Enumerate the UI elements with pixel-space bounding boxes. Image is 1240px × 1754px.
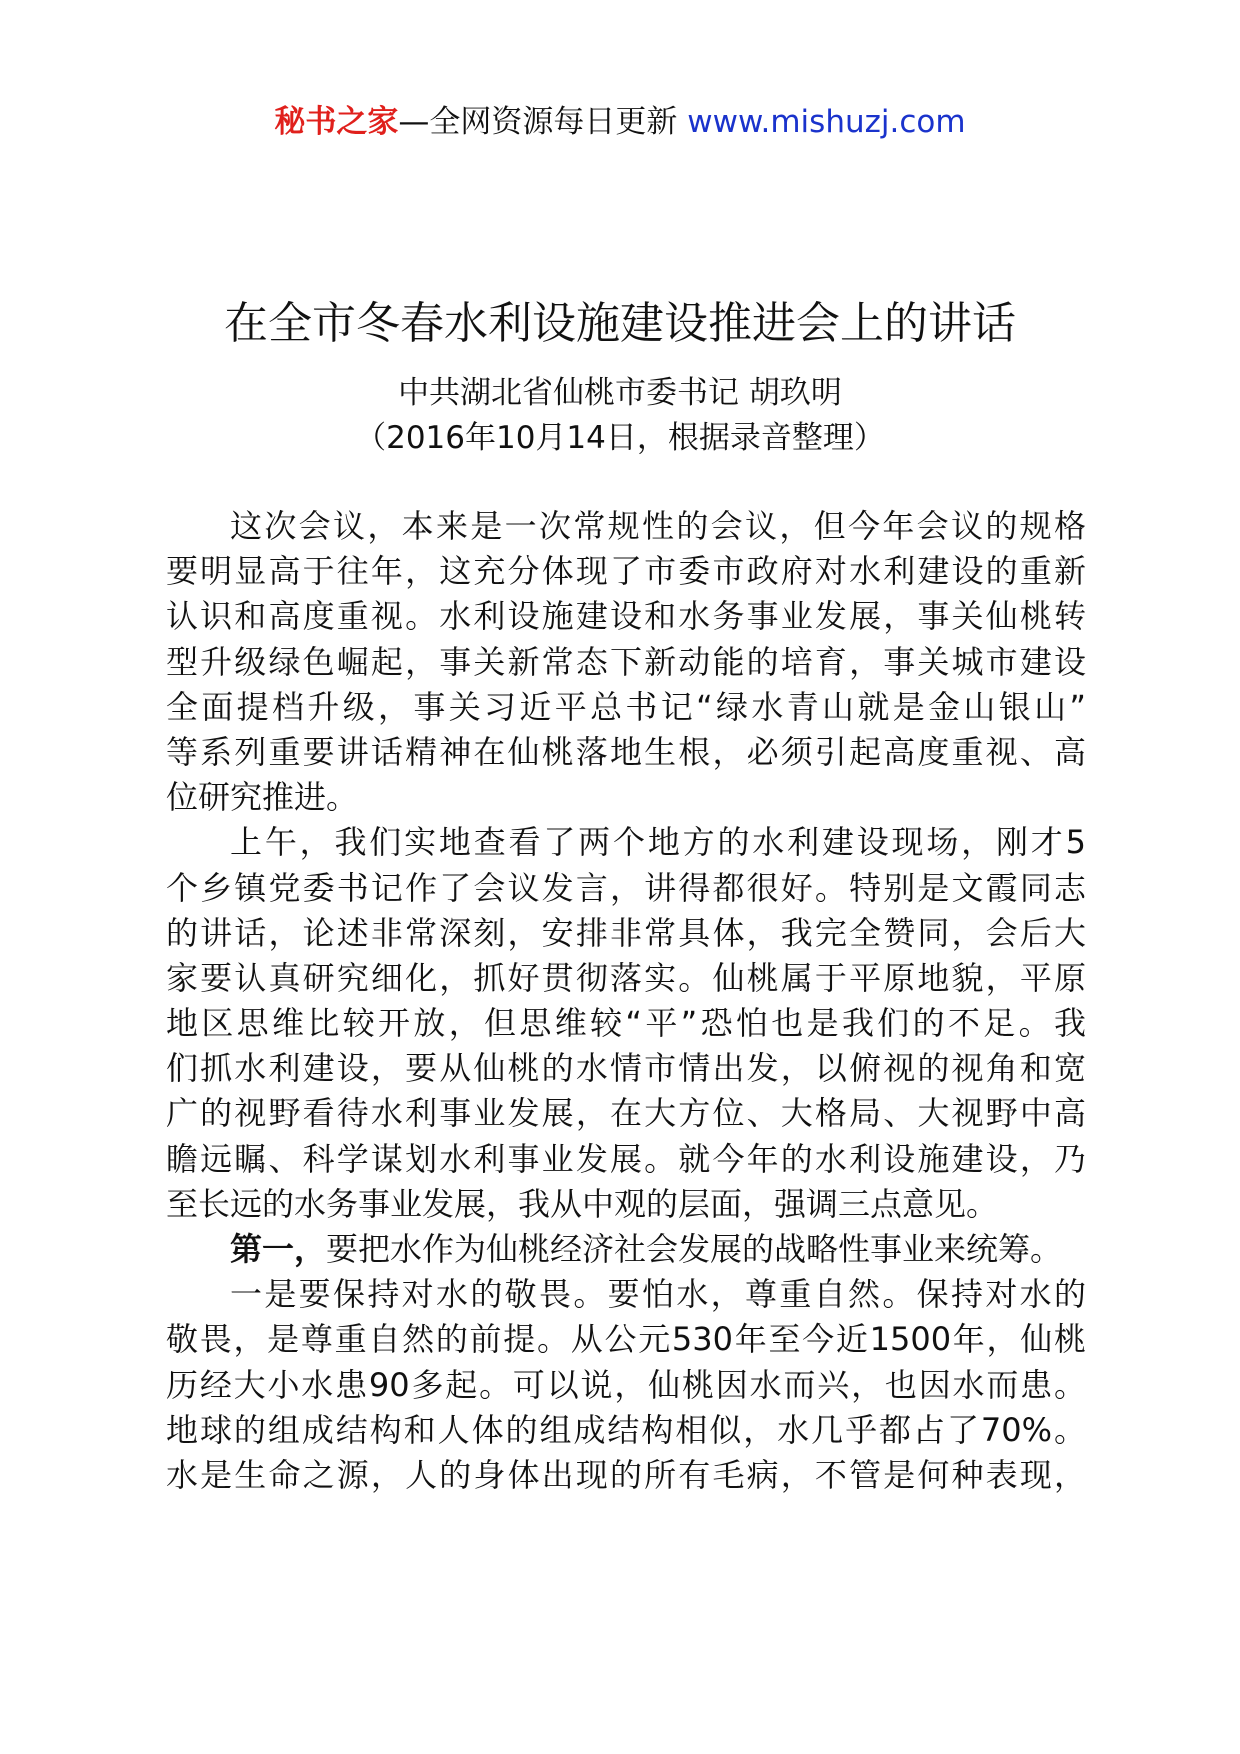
document-body — [166, 504, 1086, 1498]
banner-tagline: —全网资源每日更新 — [398, 104, 688, 140]
paragraph-line: 个乡镇党委书记作了会议发言，讲得都很好。特别是文霞同志 — [166, 868, 1086, 907]
banner-url[interactable]: www.mishuzj.com — [687, 104, 966, 140]
document-title: 在全市冬春水利设施建设推进会上的讲话 — [224, 298, 1016, 349]
section-heading-text: 要把水作为仙桃经济社会发展的战略性事业来统筹。 — [326, 1230, 1063, 1268]
paragraph-line: 瞻远瞩、科学谋划水利事业发展。就今年的水利设施建设，乃 — [166, 1139, 1086, 1178]
paragraph-line: 一是要保持对水的敬畏。要怕水，尊重自然。保持对水的 — [230, 1275, 1086, 1314]
brand-name: 秘书之家 — [274, 104, 399, 140]
paragraph-line: 地区思维比较开放，但思维较“平”恐怕也是我们的不足。我 — [166, 1004, 1086, 1043]
document-author: 中共湖北省仙桃市委书记 胡玖明 — [398, 375, 842, 411]
paragraph-line: 这次会议，本来是一次常规性的会议，但今年会议的规格 — [230, 507, 1086, 545]
paragraph-line: 广的视野看待水利事业发展，在大方位、大格局、大视野中高 — [166, 1094, 1086, 1133]
site-banner — [0, 102, 1240, 142]
paragraph-line: 的讲话，论述非常深刻，安排非常具体，我完全赞同，会后大 — [166, 913, 1086, 952]
paragraph-line: 敬畏，是尊重自然的前提。从公元530年至今近1500年，仙桃 — [166, 1320, 1086, 1359]
paragraph-line: 位研究推进。 — [166, 778, 359, 817]
paragraph-line: 等系列重要讲话精神在仙桃落地生根，必须引起高度重视、高 — [166, 732, 1086, 771]
paragraph-line: 认识和高度重视。水利设施建设和水务事业发展，事关仙桃转 — [166, 597, 1086, 636]
document-date: （2016年10月14日，根据录音整理） — [355, 420, 885, 456]
paragraph-line: 至长远的水务事业发展，我从中观的层面，强调三点意见。 — [166, 1184, 999, 1223]
paragraph-line: 水是生命之源，人的身体出现的所有毛病，不管是何种表现， — [166, 1455, 1086, 1494]
paragraph-line: 地球的组成结构和人体的组成结构相似，水几乎都占了70%。 — [166, 1410, 1086, 1449]
paragraph-line: 历经大小水患90多起。可以说，仙桃因水而兴，也因水而患。 — [166, 1365, 1086, 1404]
paragraph-line: 全面提档升级，事关习近平总书记“绿水青山就是金山银山” — [166, 687, 1086, 726]
paragraph-line: 们抓水利建设，要从仙桃的水情市情出发，以俯视的视角和宽 — [166, 1049, 1086, 1088]
paragraph-line: 要明显高于往年，这充分体现了市委市政府对水利建设的重新 — [166, 552, 1086, 591]
paragraph-line: 型升级绿色崛起，事关新常态下新动能的培育，事关城市建设 — [166, 642, 1086, 681]
section-lead: 第一， — [230, 1230, 327, 1268]
paragraph-line: 上午，我们实地查看了两个地方的水利建设现场，刚才5 — [230, 823, 1086, 862]
section-heading — [166, 1227, 1086, 1272]
paragraph-line: 家要认真研究细化，抓好贯彻落实。仙桃属于平原地貌，平原 — [166, 958, 1086, 997]
